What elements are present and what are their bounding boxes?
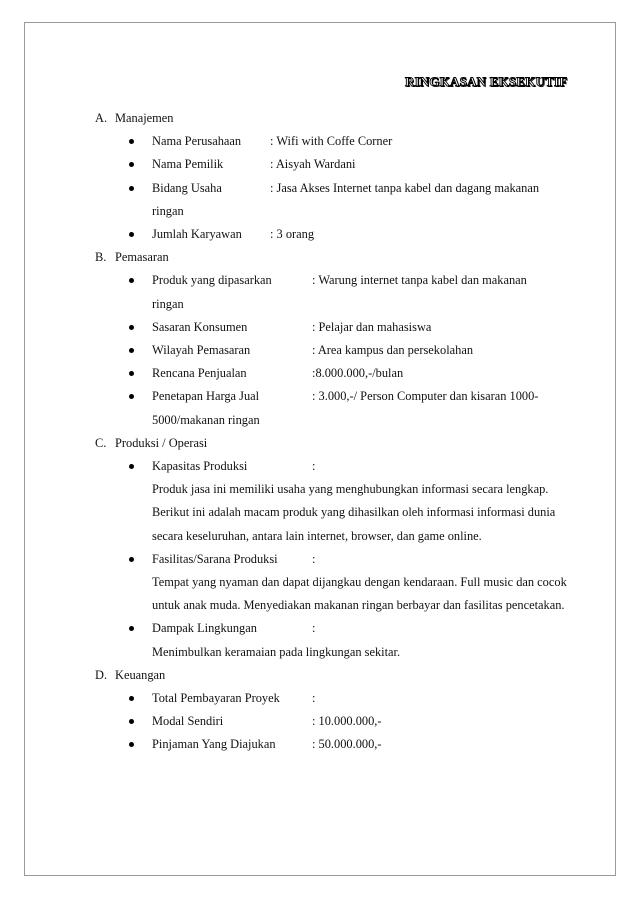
- bullet-icon: [129, 626, 134, 631]
- bullet-icon: [129, 742, 134, 747]
- list-item: [95, 385, 575, 431]
- bullet-icon: [129, 348, 134, 353]
- list-item: [95, 455, 575, 548]
- item-label: Penetapan Harga Jual: [152, 389, 260, 404]
- item-value: : 3.000,-/ Person Computer dan kisaran 1000-: [312, 389, 539, 404]
- bullet-icon: [129, 232, 134, 237]
- list-item: [95, 548, 575, 618]
- item-value: : Area kampus dan persekolahan: [312, 343, 474, 358]
- section-d-heading: [95, 664, 575, 687]
- section-a-heading: [95, 107, 575, 130]
- section-c-heading: [95, 432, 575, 455]
- item-value: :: [312, 621, 316, 636]
- item-value: : Wifi with Coffe Corner: [270, 134, 393, 149]
- item-value: :: [312, 551, 316, 566]
- section-title: Pemasaran: [115, 250, 169, 265]
- item-value: : 10.000.000,-: [312, 714, 382, 729]
- item-label: Produk yang dipasarkan: [152, 273, 272, 288]
- item-value: : Aisyah Wardani: [270, 157, 356, 172]
- item-value-continuation: ringan: [152, 296, 184, 311]
- item-value: : 50.000.000,-: [312, 737, 382, 752]
- section-title: Keuangan: [115, 667, 166, 682]
- item-value: : 3 orang: [270, 227, 315, 242]
- item-label: Sasaran Konsumen: [152, 319, 248, 334]
- section-letter: C.: [95, 435, 107, 450]
- item-value: :: [312, 459, 316, 474]
- list-item: [95, 687, 575, 710]
- item-label: Modal Sendiri: [152, 714, 224, 729]
- list-item: [95, 733, 575, 756]
- item-label: Total Pembayaran Proyek: [152, 691, 280, 706]
- list-item: [95, 153, 575, 176]
- section-title: Produksi / Operasi: [115, 435, 208, 450]
- section-letter: A.: [95, 111, 108, 125]
- bullet-icon: [129, 394, 134, 399]
- item-value: : Jasa Akses Internet tanpa kabel dan dagang makanan: [270, 180, 540, 195]
- document-title: RINGKASAN EKSEKUTIF: [405, 74, 568, 89]
- item-label: Fasilitas/Sarana Produksi: [152, 551, 278, 566]
- bullet-icon: [129, 464, 134, 469]
- item-label: Bidang Usaha: [152, 180, 222, 195]
- item-label: Kapasitas Produksi: [152, 459, 248, 474]
- item-label: Pinjaman Yang Diajukan: [152, 737, 276, 752]
- section-b-heading: [95, 246, 575, 269]
- list-item: [95, 617, 575, 663]
- item-label: Nama Pemilik: [152, 157, 224, 172]
- list-item: [95, 362, 575, 385]
- item-label: Rencana Penjualan: [152, 366, 247, 381]
- item-label: Jumlah Karyawan: [152, 227, 242, 242]
- item-label: Dampak Lingkungan: [152, 621, 257, 636]
- bullet-icon: [129, 696, 134, 701]
- bullet-icon: [129, 278, 134, 283]
- bullet-icon: [129, 557, 134, 562]
- list-item: [95, 177, 575, 223]
- section-letter: B.: [95, 250, 107, 265]
- item-description: Tempat yang nyaman dan dapat dijangkau dengan kendaraan. Full music dan cocok untuk anak muda. Menyediakan makanan ringan berbayar dan fasilitas pencetakan.: [152, 575, 567, 613]
- section-letter: D.: [95, 667, 108, 682]
- item-value: :: [312, 691, 316, 706]
- list-item: [95, 223, 575, 246]
- item-value: : Pelajar dan mahasiswa: [312, 319, 432, 334]
- document-body: [95, 107, 575, 757]
- section-title: Manajemen: [115, 111, 174, 125]
- list-item: [95, 316, 575, 339]
- item-value-continuation: ringan: [152, 203, 184, 218]
- item-value: : Warung internet tanpa kabel dan makanan: [312, 273, 527, 288]
- item-label: Nama Perusahaan: [152, 134, 242, 149]
- bullet-icon: [129, 325, 134, 330]
- bullet-icon: [129, 371, 134, 376]
- list-item: [95, 339, 575, 362]
- item-description: Menimbulkan keramaian pada lingkungan sekitar.: [152, 644, 401, 659]
- bullet-icon: [129, 139, 134, 144]
- bullet-icon: [129, 186, 134, 191]
- list-item: [95, 130, 575, 153]
- list-item: [95, 269, 575, 315]
- item-description: Produk jasa ini memiliki usaha yang menghubungkan informasi secara lengkap. Berikut ini adalah macam produk yang dihasilkan oleh informasi informasi dunia secara keseluruhan, antara lain internet, browser, dan game online.: [152, 482, 556, 543]
- item-value-continuation: 5000/makanan ringan: [152, 412, 260, 427]
- item-value: :8.000.000,-/bulan: [312, 366, 404, 381]
- bullet-icon: [129, 719, 134, 724]
- list-item: [95, 710, 575, 733]
- item-label: Wilayah Pemasaran: [152, 343, 251, 358]
- bullet-icon: [129, 162, 134, 167]
